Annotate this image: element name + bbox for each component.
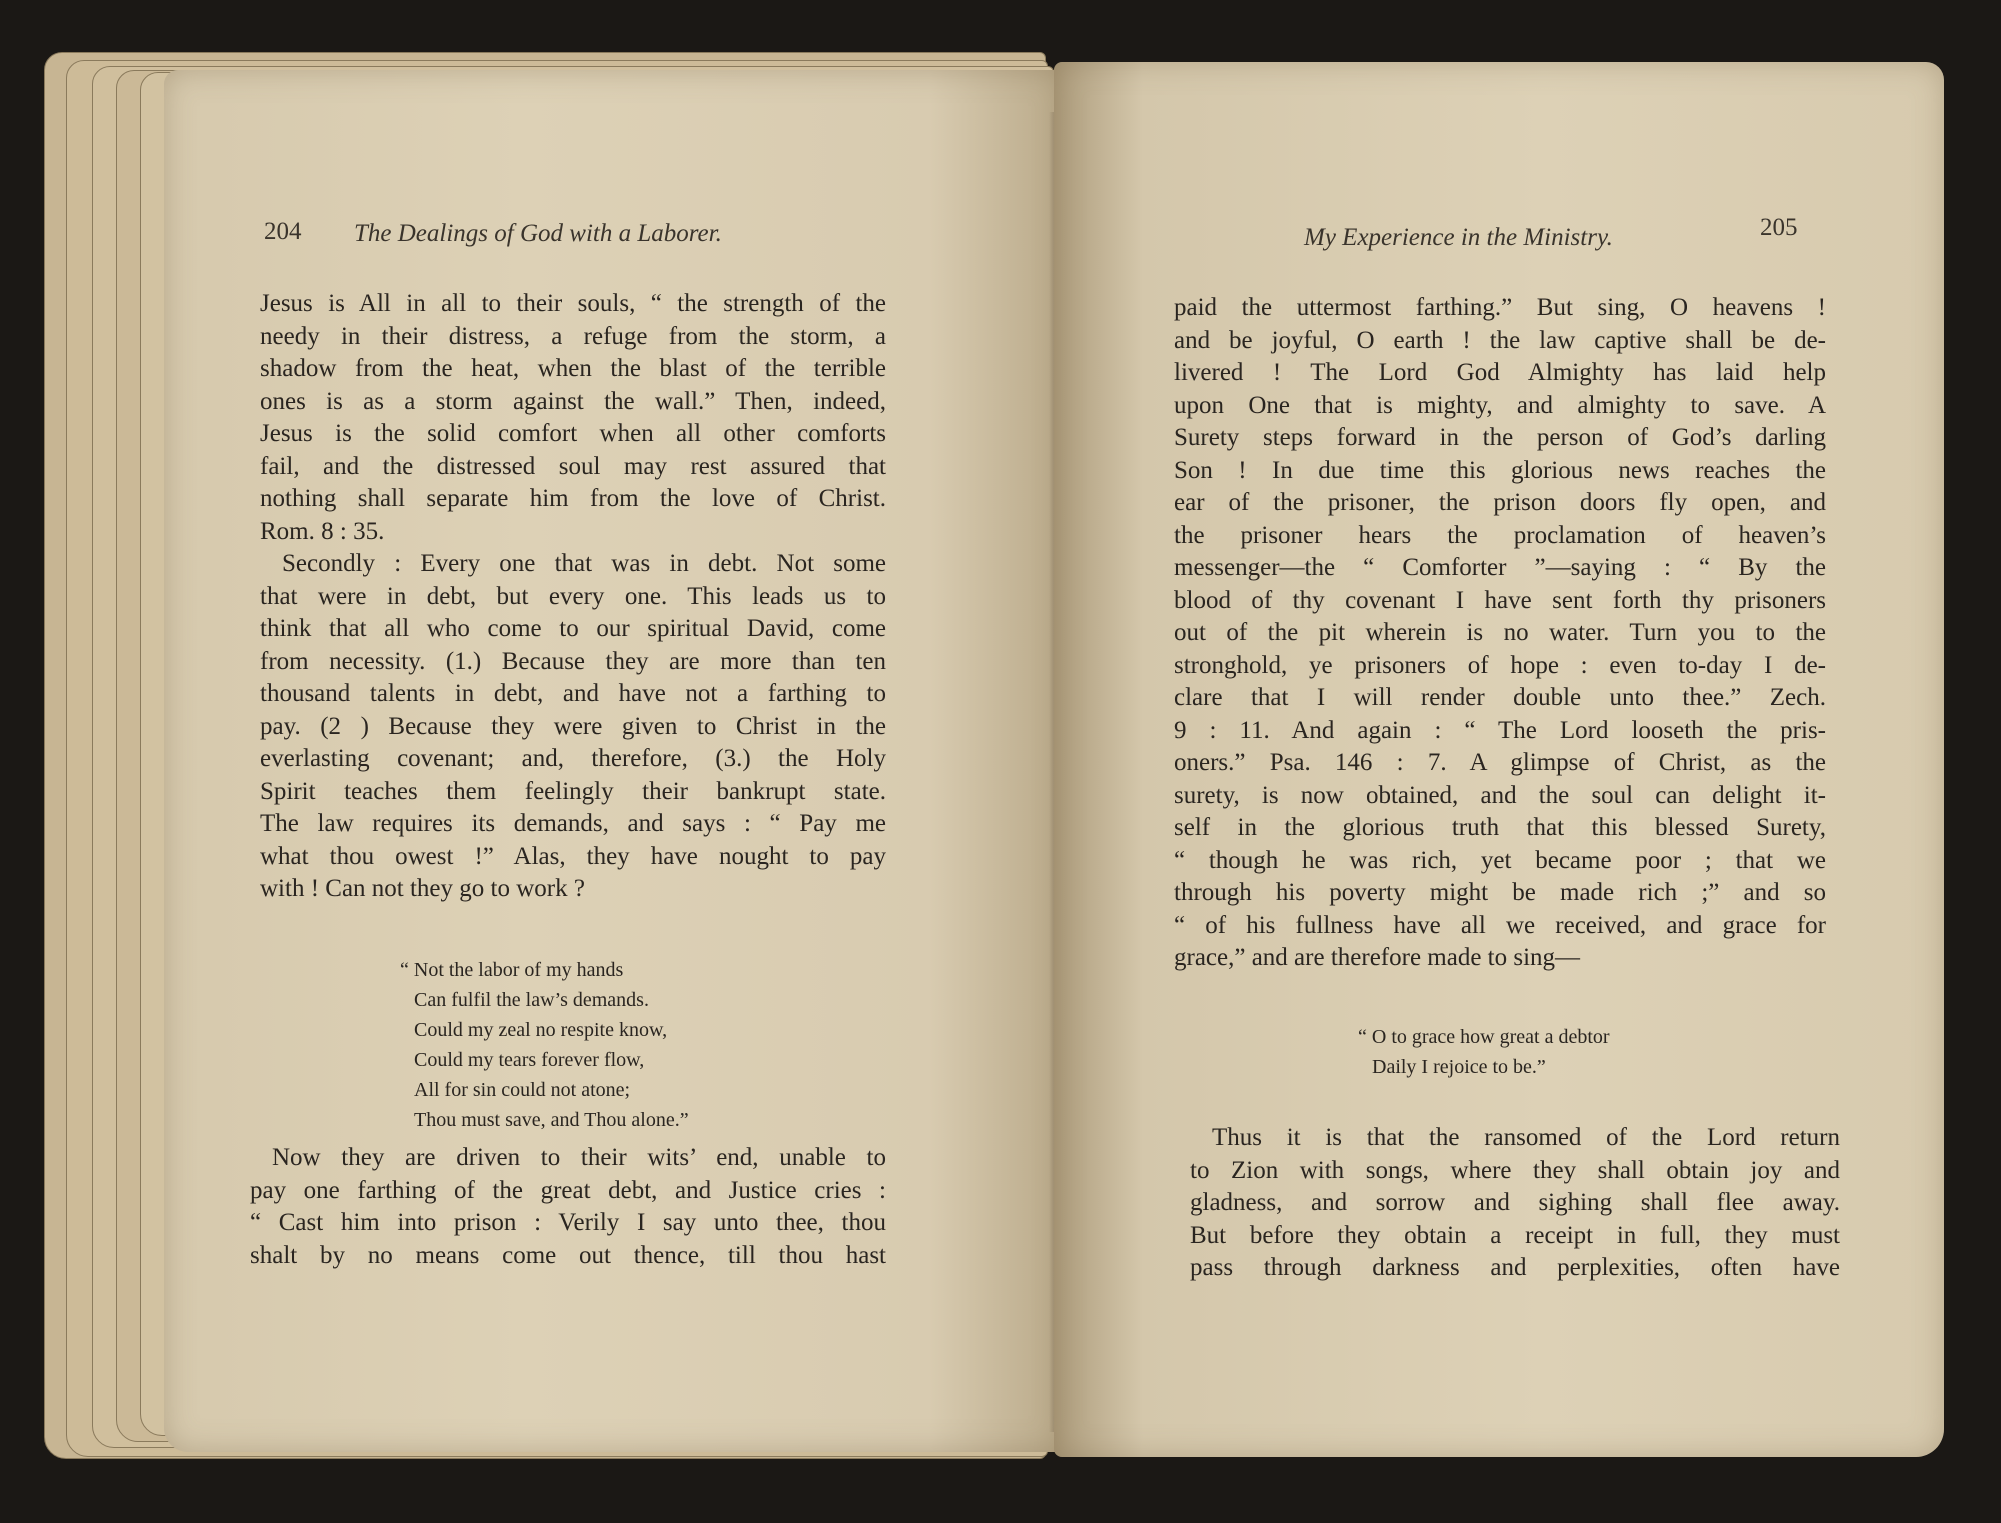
text-line: “ of his fullness have all we received, and grace for: [1174, 911, 1826, 939]
text-line: 9 : 11. And again : “ The Lord looseth the pris-: [1174, 716, 1826, 744]
text-line: needy in their distress, a refuge from the storm, a: [260, 322, 886, 350]
poem-line: All for sin could not atone;: [414, 1079, 631, 1101]
text-line: from necessity. (1.) Because they are more than ten: [260, 647, 886, 675]
text-line: think that all who come to our spiritual David, come: [260, 615, 886, 642]
text-line: through his poverty might be made rich ;” and so: [1174, 879, 1826, 906]
text-line: thousand talents in debt, and have not a farthing to: [260, 680, 886, 707]
text-line: self in the glorious truth that this blessed Surety,: [1174, 814, 1826, 841]
text-line: what thou owest !” Alas, they have nought to pay: [260, 842, 886, 870]
text-line: Jesus is the solid comfort when all other comforts: [260, 420, 886, 447]
text-line: Now they are driven to their wits’ end, unable to: [272, 1144, 886, 1171]
text-line: Son ! In due time this glorious news reaches the: [1174, 456, 1826, 484]
text-line: Secondly : Every one that was in debt. Not some: [282, 550, 886, 577]
text-line: ones is as a storm against the wall.” Then, indeed,: [260, 387, 886, 415]
text-line: pay. (2 ) Because they were given to Christ in the: [260, 712, 886, 740]
poem-line: Could my zeal no respite know,: [414, 1019, 668, 1041]
text-line: Jesus is All in all to their souls, “ the strength of the: [260, 290, 886, 317]
left-running-title: The Dealings of God with a Laborer.: [354, 220, 722, 247]
text-line: “ Cast him into prison : Verily I say unto thee, thou: [250, 1209, 886, 1236]
text-line: Rom. 8 : 35.: [260, 517, 385, 545]
text-line: clare that I will render double unto thee.” Zech.: [1174, 684, 1826, 711]
text-line: upon One that is mighty, and almighty to save. A: [1174, 391, 1826, 419]
right-running-title: My Experience in the Ministry.: [1304, 224, 1613, 251]
poem-line: “ Not the labor of my hands: [400, 959, 624, 981]
left-page: [164, 70, 1064, 1452]
text-line: out of the pit wherein is no water. Turn you to the: [1174, 619, 1826, 646]
poem-line: Thou must save, and Thou alone.”: [414, 1109, 689, 1131]
text-line: gladness, and sorrow and sighing shall flee away.: [1190, 1189, 1840, 1216]
right-page: [1054, 62, 1944, 1457]
text-line: messenger—the “ Comforter ”—saying : “ By the: [1174, 554, 1826, 581]
text-line: nothing shall separate him from the love of Christ.: [260, 485, 886, 512]
text-line: blood of thy covenant I have sent forth thy prisoners: [1174, 586, 1826, 614]
text-line: “ though he was rich, yet became poor ; that we: [1174, 846, 1826, 874]
text-line: surety, is now obtained, and the soul can delight it-: [1174, 781, 1826, 809]
poem-line: Can fulfil the law’s demands.: [414, 989, 649, 1011]
text-line: shadow from the heat, when the blast of the terrible: [260, 355, 886, 382]
text-line: everlasting covenant; and, therefore, (3.) the Holy: [260, 745, 886, 772]
text-line: But before they obtain a receipt in full, they must: [1190, 1221, 1840, 1249]
right-page-number: 205: [1760, 214, 1798, 241]
text-line: Spirit teaches them feelingly their bankrupt state.: [260, 777, 886, 805]
text-line: grace,” and are therefore made to sing—: [1174, 944, 1581, 971]
text-line: livered ! The Lord God Almighty has laid help: [1174, 359, 1826, 386]
text-line: oners.” Psa. 146 : 7. A glimpse of Christ, as the: [1174, 749, 1826, 776]
right-page-text-continued: [1190, 1122, 1840, 1285]
text-line: shalt by no means come out thence, till thou hast: [250, 1241, 886, 1269]
text-line: stronghold, ye prisoners of hope : even to-day I de-: [1174, 651, 1826, 679]
text-line: paid the uttermost farthing.” But sing, O heavens !: [1174, 294, 1826, 321]
text-line: pass through darkness and perplexities, often have: [1190, 1254, 1840, 1281]
open-book: [44, 52, 1964, 1472]
text-line: fail, and the distressed soul may rest assured that: [260, 452, 886, 480]
text-line: that were in debt, but every one. This leads us to: [260, 582, 886, 610]
poem-line: Could my tears forever flow,: [414, 1049, 645, 1071]
poem-line: “ O to grace how great a debtor: [1358, 1026, 1610, 1048]
text-line: ear of the prisoner, the prison doors fly open, and: [1174, 489, 1826, 516]
text-line: the prisoner hears the proclamation of heaven’s: [1174, 521, 1826, 549]
text-line: and be joyful, O earth ! the law captive shall be de-: [1174, 326, 1826, 354]
left-poem: [400, 955, 689, 1135]
text-line: with ! Can not they go to work ?: [260, 875, 585, 902]
text-line: Surety steps forward in the person of God’s darling: [1174, 424, 1826, 451]
left-page-text: [260, 288, 886, 906]
text-line: Thus it is that the ransomed of the Lord return: [1212, 1124, 1840, 1151]
text-line: The law requires its demands, and says : “ Pay me: [260, 810, 886, 837]
poem-line: Daily I rejoice to be.”: [1372, 1056, 1546, 1078]
right-page-text: [1174, 292, 1826, 975]
text-line: to Zion with songs, where they shall obtain joy and: [1190, 1156, 1840, 1184]
left-page-number: 204: [264, 218, 302, 245]
left-page-text-continued: [250, 1142, 886, 1272]
text-line: pay one farthing of the great debt, and Justice cries :: [250, 1176, 886, 1204]
right-poem: [1358, 1022, 1610, 1082]
